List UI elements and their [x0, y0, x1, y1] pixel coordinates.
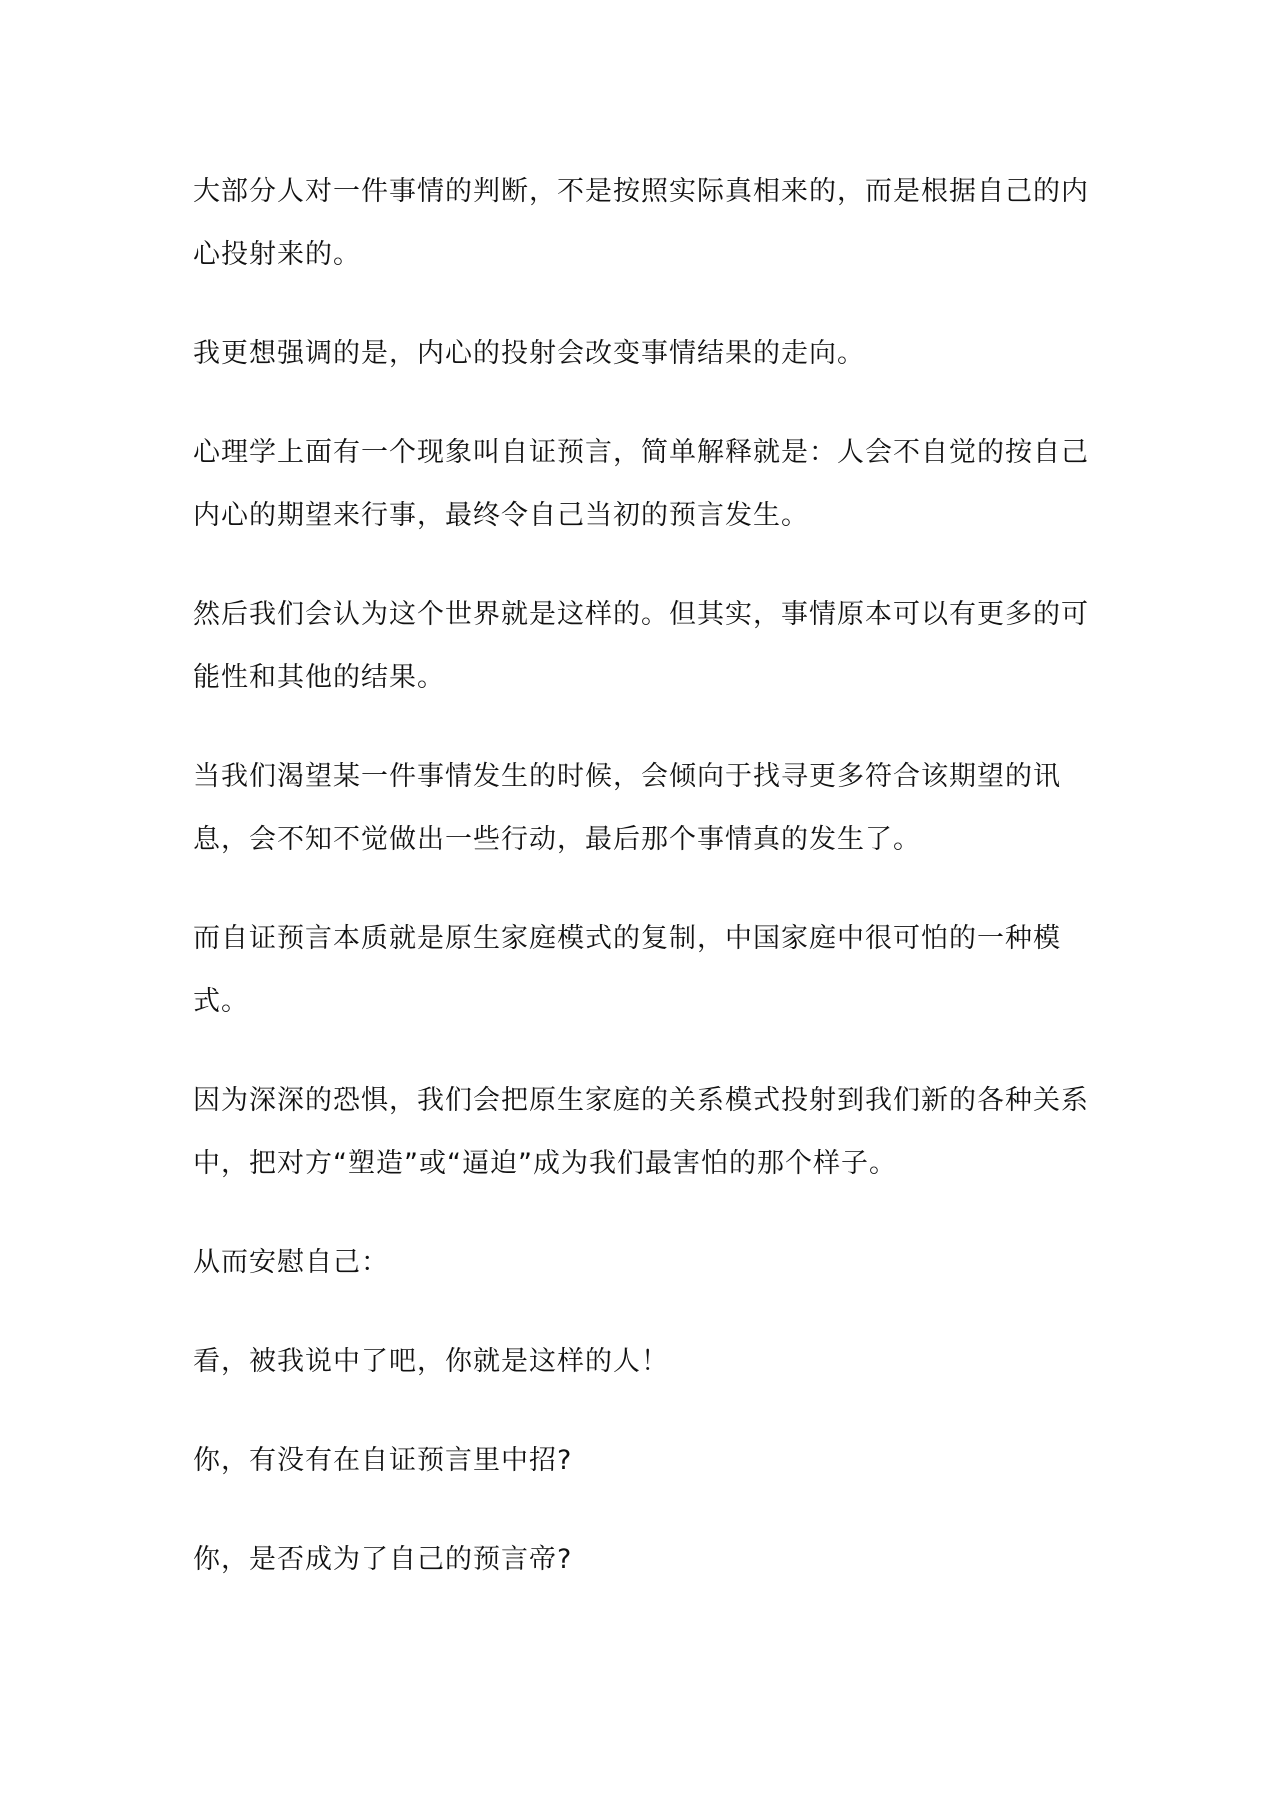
paragraph-10: 你，有没有在自证预言里中招?	[193, 1445, 573, 1476]
paragraph-7: 因为深深的恐惧，我们会把原生家庭的关系模式投射到我们新的各种关系中，把对方“塑造”或“逼迫”成为我们最害怕的那个样子。	[193, 1085, 1089, 1179]
paragraph-6: 而自证预言本质就是原生家庭模式的复制，中国家庭中很可怕的一种模式。	[193, 923, 1061, 1017]
paragraph-1: 大部分人对一件事情的判断，不是按照实际真相来的，而是根据自己的内心投射来的。	[193, 176, 1089, 270]
article-body	[193, 160, 1093, 1627]
paragraph-9: 看，被我说中了吧，你就是这样的人！	[193, 1346, 669, 1377]
paragraph-4: 然后我们会认为这个世界就是这样的。但其实，事情原本可以有更多的可能性和其他的结果。	[193, 599, 1089, 693]
paragraph-3: 心理学上面有一个现象叫自证预言，简单解释就是：人会不自觉的按自己内心的期望来行事，最终令自己当初的预言发生。	[193, 437, 1089, 531]
paragraph-5: 当我们渴望某一件事情发生的时候，会倾向于找寻更多符合该期望的讯息，会不知不觉做出一些行动，最后那个事情真的发生了。	[193, 761, 1061, 855]
paragraph-8: 从而安慰自己：	[193, 1247, 389, 1278]
paragraph-11: 你，是否成为了自己的预言帝?	[193, 1544, 573, 1575]
paragraph-2: 我更想强调的是，内心的投射会改变事情结果的走向。	[193, 338, 865, 369]
